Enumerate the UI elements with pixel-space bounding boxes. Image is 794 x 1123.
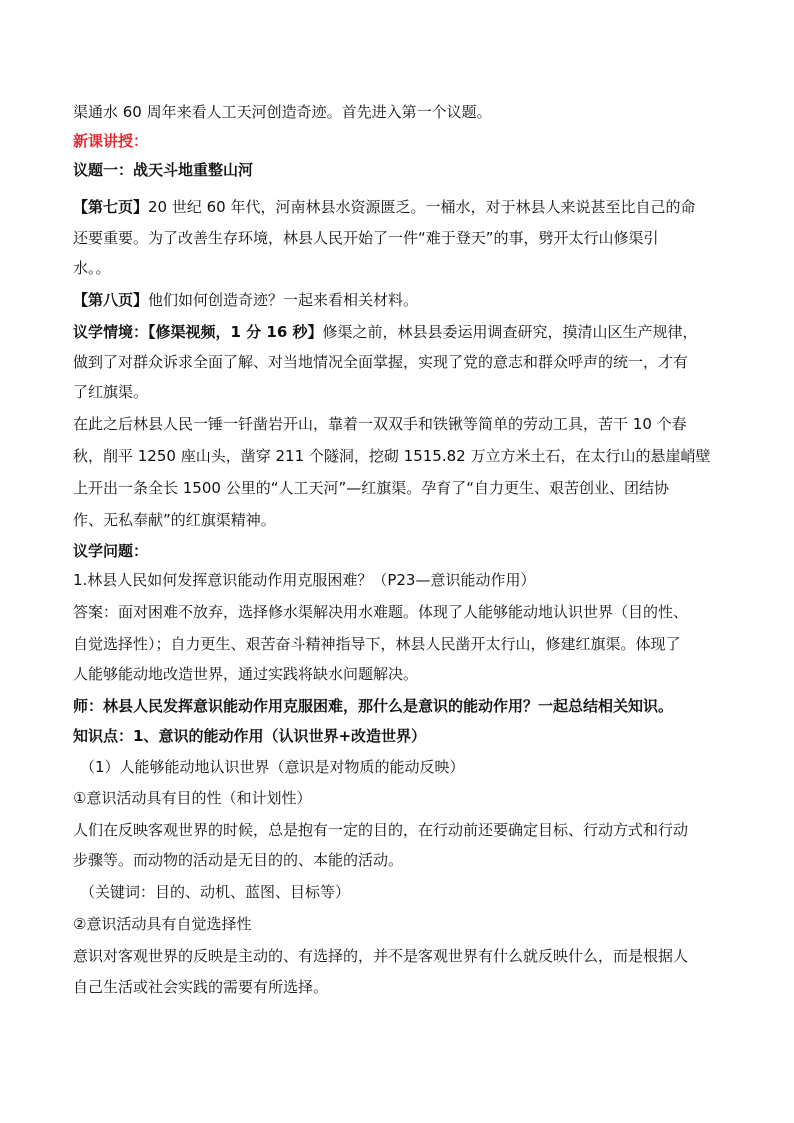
situation-line2: 做到了对群众诉求全面了解、对当地情况全面掌握，实现了党的意志和群众呼声的统一，才有 [73, 353, 689, 371]
knowledge-point-label: 知识点：1、意识的能动作用 [73, 727, 264, 745]
situation-label: 议学情境： [73, 323, 149, 341]
topic1-title: 议题一：战天斗地重整山河 [73, 161, 254, 179]
keywords-line: （关键词：目的、动机、蓝图、目标等） [80, 883, 351, 901]
item-2-line2: 自己生活或社会实践的需要有所选择。 [73, 978, 329, 996]
page7-tag: 【第七页】 [73, 198, 149, 216]
answer-line1: 答案：面对困难不放弃，选择修水渠解决用水难题。体现了人能够能动地认识世界（目的性、 [73, 603, 689, 621]
item-1-heading: ①意识活动具有目的性（和计划性） [73, 789, 312, 807]
para2-line3: 上开出一条全长 1500 公里的“人工天河”—红旗渠。孕育了“自力更生、艰苦创业、团结协 [73, 479, 670, 497]
situation-line3: 了红旗渠。 [73, 383, 149, 401]
situation-text: 修渠之前，林县县委运用调查研究，摸清山区生产规律， [322, 323, 698, 341]
question-1: 1.林县人民如何发挥意识能动作用克服困难？（P23—意识能动作用） [73, 571, 536, 589]
page8-text: 他们如何创造奇迹？一起来看相关材料。 [148, 291, 419, 309]
item-1-line1: 人们在反映客观世界的时候，总是抱有一定的目的，在行动前还要确定目标、行动方式和行动 [73, 821, 689, 839]
situation-line1 [73, 320, 734, 344]
page7-line2: 还要重要。为了改善生存环境，林县人民开始了一件“难于登天”的事，劈开太行山修渠引 [73, 229, 659, 247]
knowledge-point-heading [73, 724, 734, 748]
para2-line2: 秋，削平 1250 座山头，凿穿 211 个隧洞，挖砌 1515.82 万立方米土石，在太行山的悬崖峭壁 [73, 447, 711, 465]
sub-point-1: （1）人能够能动地认识世界（意识是对物质的能动反映） [80, 758, 465, 776]
answer-line3: 人能够能动地改造世界，通过实践将缺水问题解决。 [73, 665, 419, 683]
page7-text: 20 世纪 60 年代，河南林县水资源匮乏。一桶水，对于林县人来说甚至比自己的命 [148, 198, 696, 216]
situation-video: 【修渠视频，1 分 16 秒】 [148, 323, 323, 341]
item-1-line2: 步骤等。而动物的活动是无目的的、本能的活动。 [73, 851, 404, 869]
page8-line [73, 288, 734, 312]
item-2-heading: ②意识活动具有自觉选择性 [73, 915, 252, 933]
intro-line: 渠通水 60 周年来看人工天河创造奇迹。首先进入第一个议题。 [73, 103, 492, 121]
para2-line1: 在此之后林县人民一锤一钎凿岩开山，靠着一双双手和铁锹等简单的劳动工具，苦干 10 个春 [73, 415, 687, 433]
teacher-line: 师：林县人民发挥意识能动作用克服困难，那什么是意识的能动作用？一起总结相关知识。 [73, 697, 674, 715]
page8-tag: 【第八页】 [73, 291, 149, 309]
new-lesson-heading [73, 129, 734, 153]
new-lesson-label: 新课讲授： [73, 132, 149, 150]
answer-line2: 自觉选择性）；自力更生、艰苦奋斗精神指导下，林县人民凿开太行山，修建红旗渠。体现了 [73, 635, 681, 653]
question-label: 议学问题： [73, 542, 149, 560]
para2-line4: 作、无私奉献”的红旗渠精神。 [73, 511, 276, 529]
page7-line3: 水。。 [73, 259, 111, 277]
item-2-line1: 意识对客观世界的反映是主动的、有选择的，并不是客观世界有什么就反映什么，而是根据人 [73, 947, 689, 965]
page7-line1 [73, 195, 734, 219]
knowledge-point-paren: （认识世界+改造世界） [263, 727, 427, 745]
